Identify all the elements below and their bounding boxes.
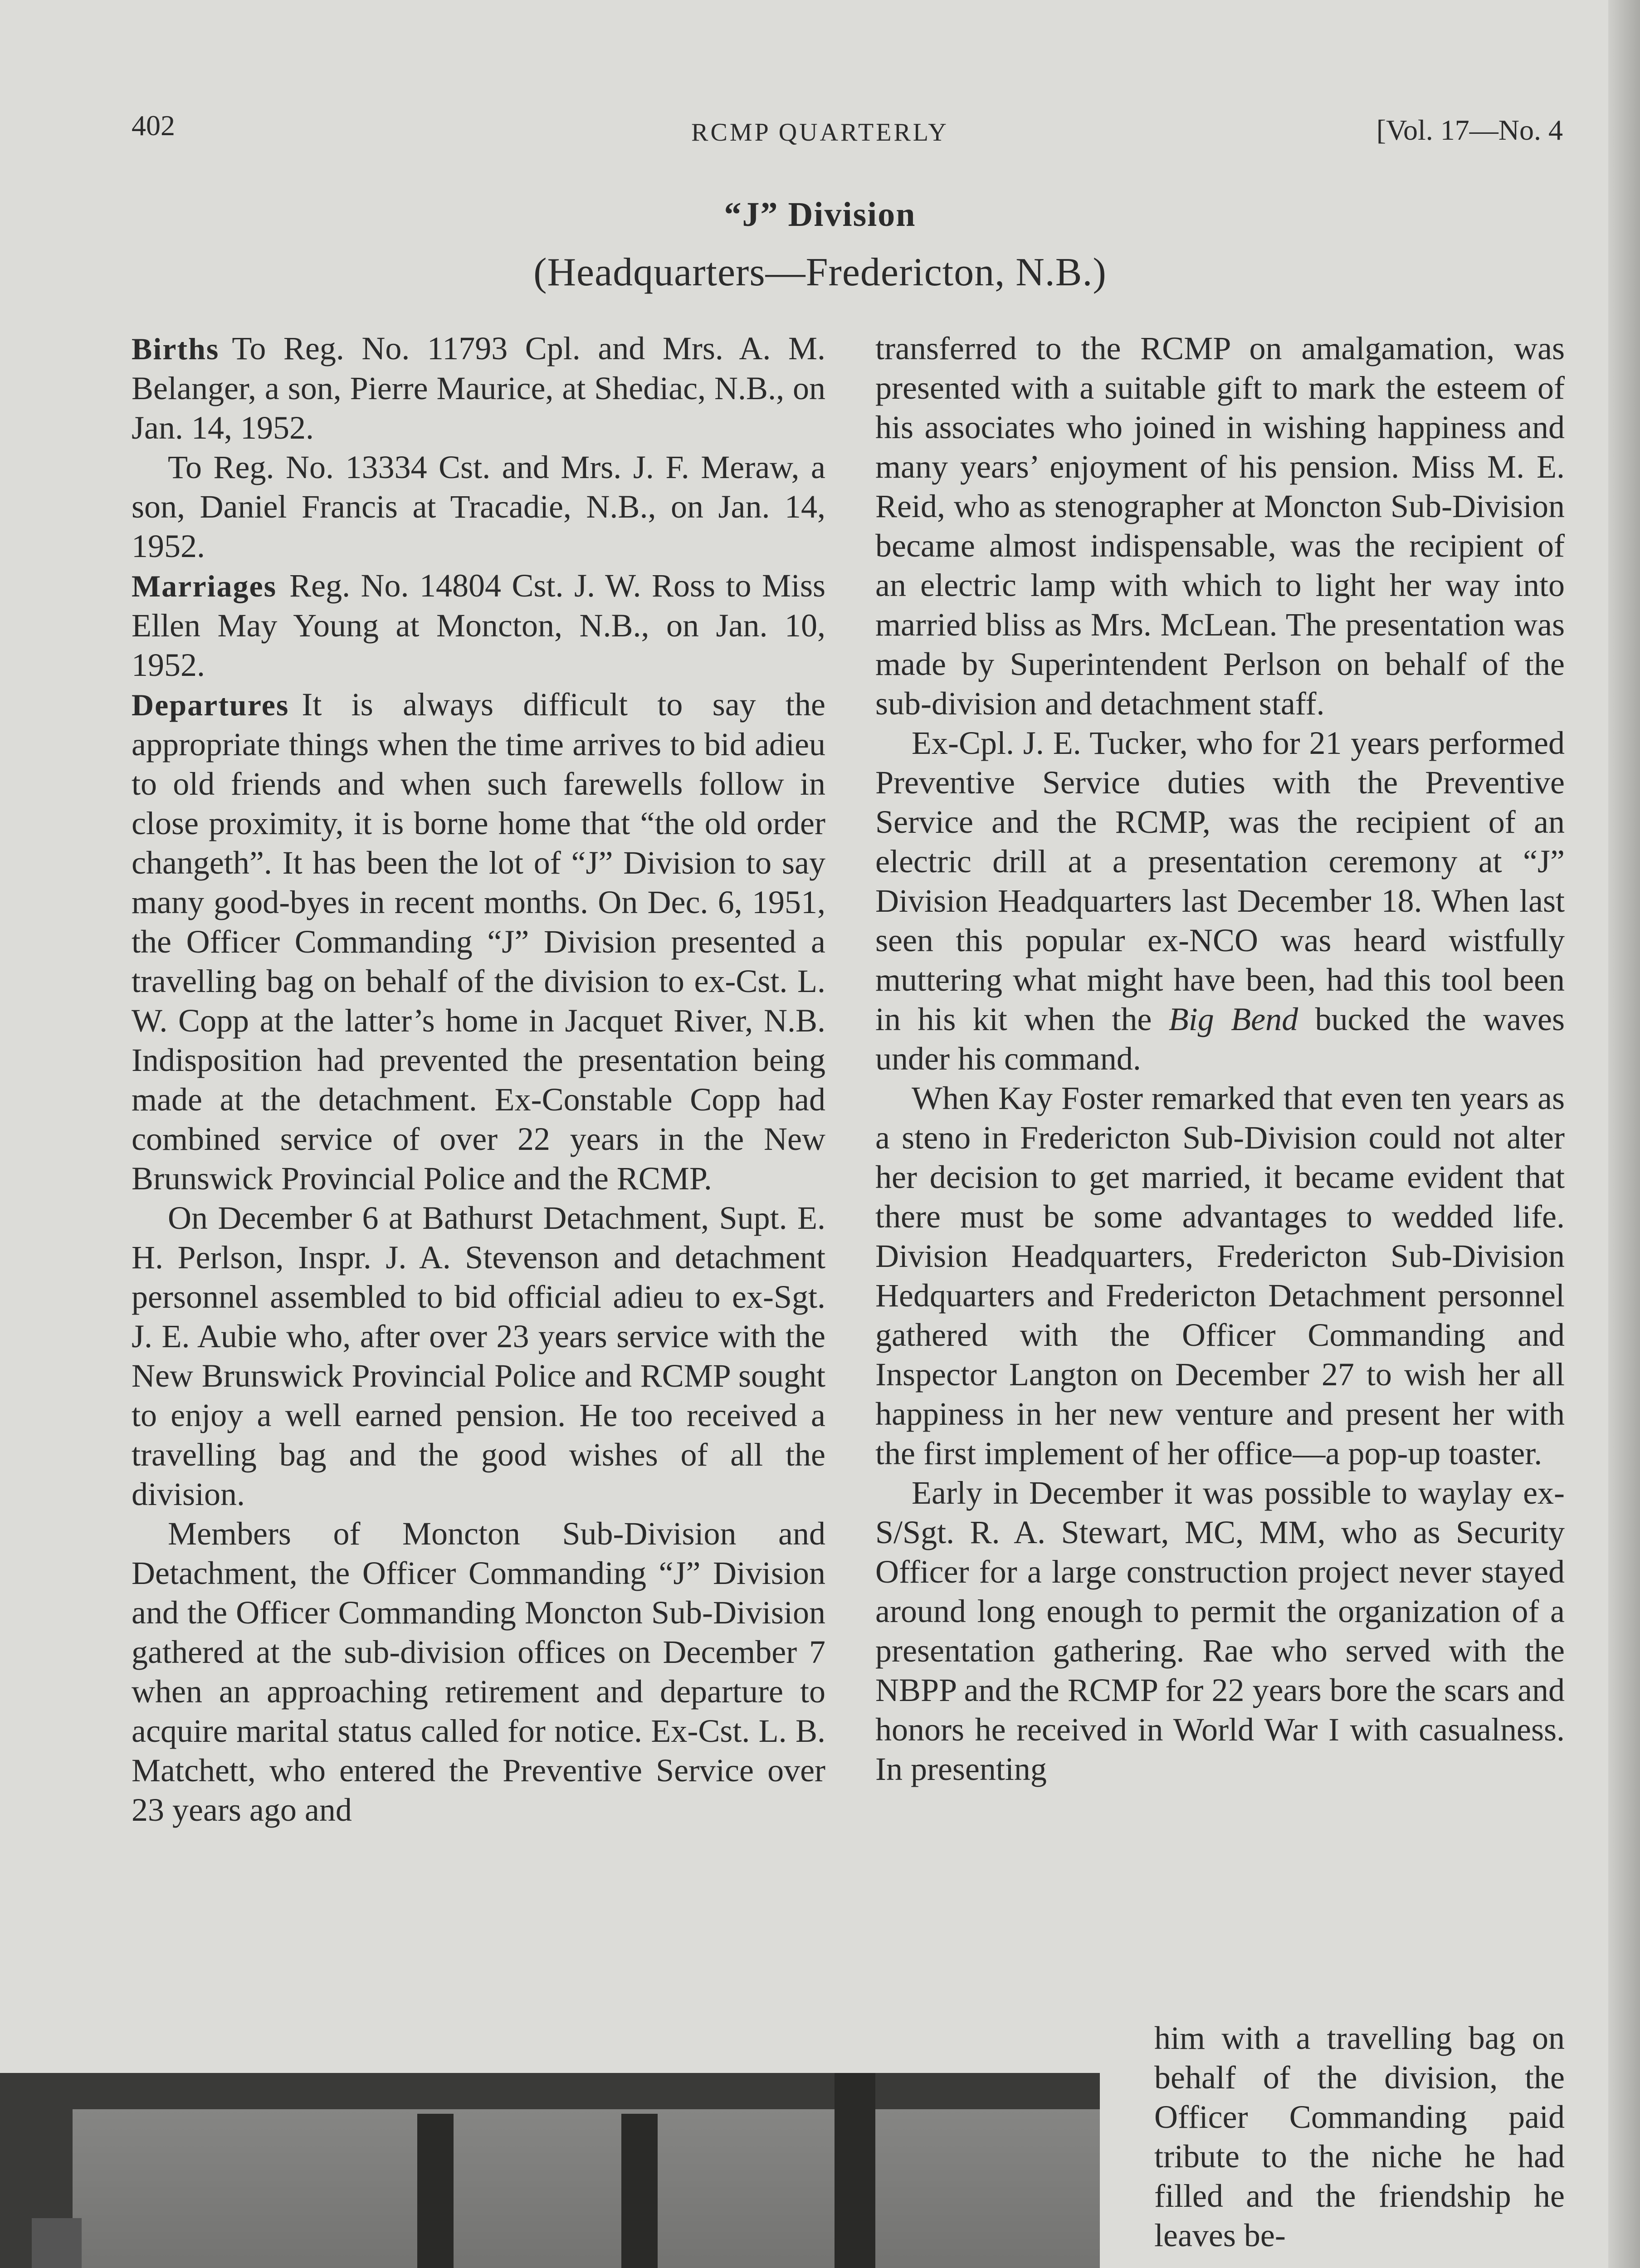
- ship-name: Big Bend: [1168, 1001, 1298, 1037]
- births-heading: Births: [132, 332, 220, 366]
- paragraph: When Kay Foster remarked that even ten years as a steno in Fredericton Sub-Division could not alter her decision to get married, it became evident that there must be some advantages to wedded life. Division Headquarters, Fredericton Sub-Division Hedquarters and Fredericton Detachment personnel gathered with the Officer Commanding and Inspector Langton on December 27 to wish her all happiness in her new venture and present her with the first implement of her office—a pop-up toaster.: [875, 1080, 1565, 1471]
- volume-label: [Vol. 17—No. 4: [1376, 114, 1563, 146]
- tucker-text: Ex-Cpl. J. E. Tucker, who for 21 years performed Preventive Service duties with the Preventive Service and the RCMP, was the recipient of an electric drill at a presentation ceremony at “J” Division Headquarters last December 18. When last seen this popular ex-NCO was heard wistfully muttering what might have been, had this tool been in his kit when the: [875, 725, 1565, 1037]
- marriages-heading: Marriages: [132, 569, 277, 603]
- page-header: [0, 104, 1640, 159]
- tucker-paragraph: [875, 723, 1565, 1079]
- births-text: To Reg. No. 11793 Cpl. and Mrs. A. M. Belanger, a son, Pierre Maurice, at Shediac, N.B., on Jan. 14, 1952.: [132, 330, 825, 446]
- departures-text: It is always difficult to say the appropriate things when the time arrives to bid adieu to old friends and when such farewells follow in close proximity, it is borne home that “the old order changeth”. It has been the lot of “J” Division to say many good-byes in recent months. On Dec. 6, 1951, the Officer Commanding “J” Division presented a travelling bag on behalf of the division to ex-Cst. L. W. Copp at the latter’s home in Jacquet River, N.B. Indisposition had prevented the presentation being made at the detachment. Ex-Constable Copp had combined service of over 22 years in the New Brunswick Provincial Police and the RCMP.: [132, 686, 825, 1197]
- marriages-text: Reg. No. 14804 Cst. J. W. Ross to Miss Ellen May Young at Moncton, N.B., on Jan. 10, 1952.: [132, 567, 825, 683]
- paragraph: Early in December it was possible to waylay ex-S/Sgt. R. A. Stewart, MC, MM, who as Security Officer for a large construction project never stayed around long enough to permit the organization of a presentation gathering. Rae who served with the NBPP and the RCMP for 22 years bore the scars and honors he received in World War I with casualness. In presenting: [875, 1475, 1565, 1787]
- right-column-continuation: [1154, 2019, 1565, 2255]
- left-column: [132, 329, 825, 1830]
- paragraph: On December 6 at Bathurst Detachment, Supt. E. H. Perlson, Inspr. J. A. Stevenson and detachment personnel assembled to bid official adieu to ex-Sgt. J. E. Aubie who, after over 23 years service with the New Brunswick Provincial Police and RCMP sought to enjoy a well earned pension. He too received a travelling bag and the good wishes of all the division.: [132, 1200, 825, 1512]
- running-title: RCMP QUARTERLY: [691, 118, 949, 147]
- tucker-text-end: bucked the waves under his command.: [875, 1001, 1565, 1077]
- departures-paragraph: [132, 685, 825, 1198]
- departures-heading: Departures: [132, 688, 289, 722]
- right-column: [875, 329, 1565, 1789]
- page-number: 402: [132, 109, 175, 142]
- births-paragraph: [132, 329, 825, 448]
- paragraph: Members of Moncton Sub-Division and Detachment, the Officer Commanding “J” Division and the Officer Commanding Moncton Sub-Division gathered at the sub-division offices on December 7 when an approaching retirement and departure to acquire marital status called for notice. Ex-Cst. L. B. Matchett, who entered the Preventive Service over 23 years ago and: [132, 1515, 825, 1828]
- page-edge: [1608, 0, 1640, 2268]
- paragraph: To Reg. No. 13334 Cst. and Mrs. J. F. Meraw, a son, Daniel Francis at Tracadie, N.B., on Jan. 14, 1952.: [132, 449, 825, 564]
- paragraph: him with a travelling bag on behalf of the division, the Officer Commanding paid tribute to the niche he had filled and the friendship he leaves be-: [1154, 2020, 1565, 2253]
- marriages-paragraph: [132, 566, 825, 685]
- section-subtitle: (Headquarters—Fredericton, N.B.): [533, 250, 1107, 294]
- badminton-photo: [0, 2073, 1100, 2268]
- paragraph: transferred to the RCMP on amalgamation, was presented with a suitable gift to mark the esteem of his associates who joined in wishing happiness and many years’ enjoyment of his pension. Miss M. E. Reid, who as stenographer at Moncton Sub-Division became almost indispensable, was the recipient of an electric lamp with which to light her way into married bliss as Mrs. McLean. The presentation was made by Superintendent Perlson on behalf of the sub-division and detachment staff.: [875, 330, 1565, 722]
- section-title: “J” Division: [724, 196, 916, 234]
